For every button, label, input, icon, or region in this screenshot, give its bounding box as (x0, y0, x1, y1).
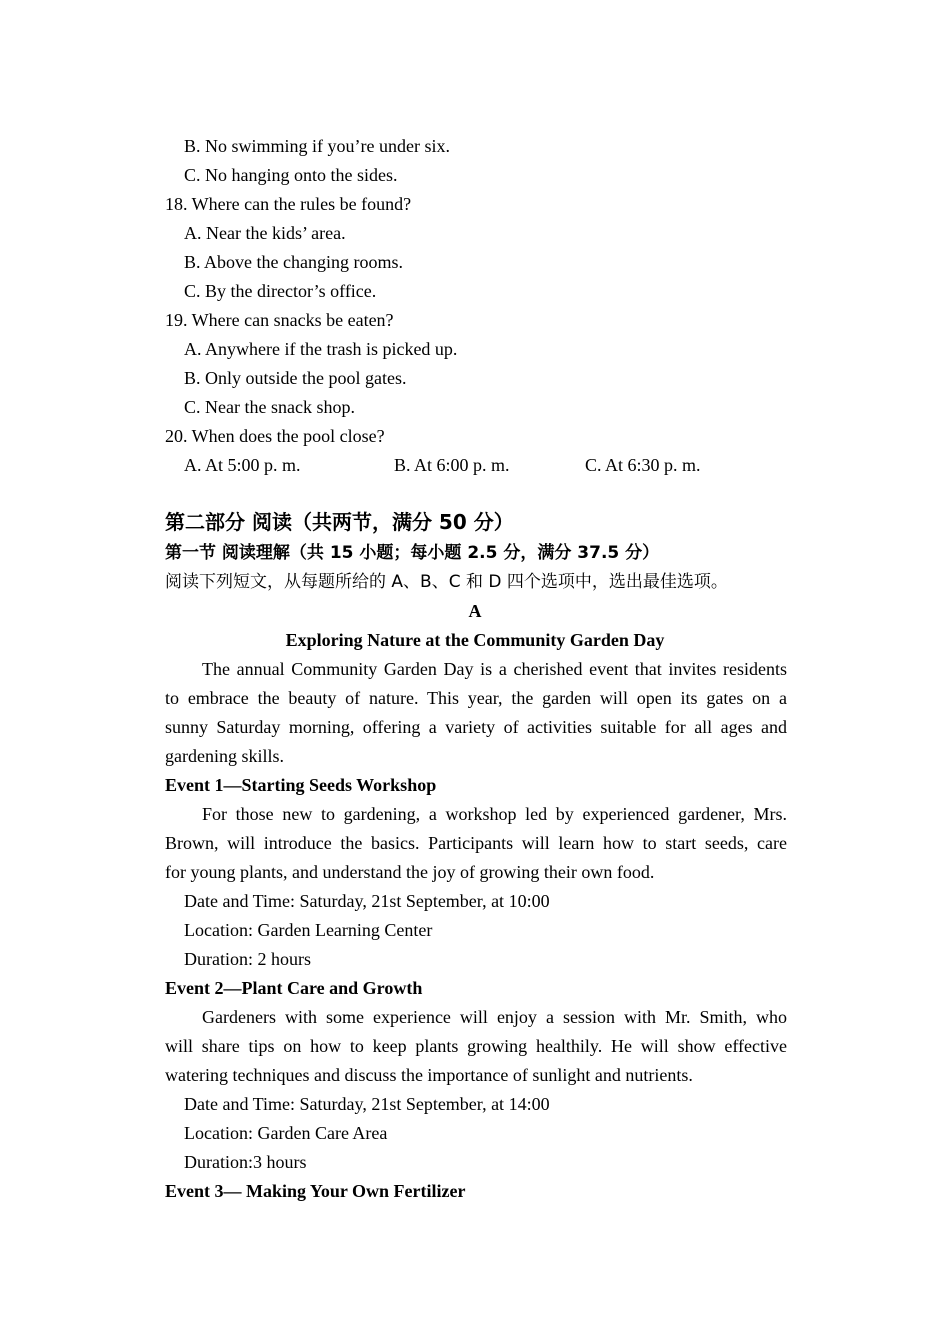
event2-location: Location: Garden Care Area (184, 1123, 388, 1143)
q19-option-c: C. Near the snack shop. (184, 397, 355, 417)
q17-option-b: B. No swimming if you’re under six. (184, 136, 450, 156)
section1-heading: 第一节 阅读理解（共 15 小题；每小题 2.5 分，满分 37.5 分） (165, 543, 660, 563)
q18-option-c: C. By the director’s office. (184, 281, 377, 301)
event2-date: Date and Time: Saturday, 21st September, at 14:00 (184, 1094, 550, 1114)
intro-line-4: gardening skills. (165, 746, 284, 766)
intro-line-2: to embrace the beauty of nature. This year, the garden will open its gates on a (165, 688, 787, 708)
event1-date: Date and Time: Saturday, 21st September, at 10:00 (184, 891, 550, 911)
reading-instructions: 阅读下列短文，从每题所给的 A、B、C 和 D 四个选项中，选出最佳选项。 (165, 572, 728, 592)
passage-title: Exploring Nature at the Community Garden Day (285, 630, 665, 650)
event1-location: Location: Garden Learning Center (184, 920, 433, 940)
event1-body-line-2: Brown, will introduce the basics. Participants will learn how to start seeds, care (165, 833, 787, 853)
q18-option-a: A. Near the kids’ area. (184, 223, 346, 243)
event3-title: Event 3— Making Your Own Fertilizer (165, 1181, 466, 1201)
event2-body-line-1: Gardeners with some experience will enjoy a session with Mr. Smith, who (202, 1007, 787, 1027)
q19-stem: 19. Where can snacks be eaten? (165, 310, 394, 330)
event1-body-line-1: For those new to gardening, a workshop led by experienced gardener, Mrs. (202, 804, 787, 824)
q19-option-a: A. Anywhere if the trash is picked up. (184, 339, 458, 359)
intro-line-1: The annual Community Garden Day is a cherished event that invites residents (202, 659, 787, 679)
q17-option-c: C. No hanging onto the sides. (184, 165, 398, 185)
event1-title: Event 1—Starting Seeds Workshop (165, 775, 437, 795)
intro-line-3: sunny Saturday morning, offering a variety of activities suitable for all ages and (165, 717, 787, 737)
event2-body-line-2: will share tips on how to keep plants growing healthily. He will show effective (165, 1036, 787, 1056)
event2-title: Event 2—Plant Care and Growth (165, 978, 423, 998)
q20-stem: 20. When does the pool close? (165, 426, 385, 446)
event2-body-line-3: watering techniques and discuss the importance of sunlight and nutrients. (165, 1065, 693, 1085)
passage-letter: A (468, 601, 482, 621)
event2-duration: Duration:3 hours (184, 1152, 307, 1172)
event1-duration: Duration: 2 hours (184, 949, 311, 969)
q18-stem: 18. Where can the rules be found? (165, 194, 412, 214)
part2-heading: 第二部分 阅读（共两节，满分 50 分） (165, 510, 514, 534)
event1-body-line-3: for young plants, and understand the joy of growing their own food. (165, 862, 655, 882)
q19-option-b: B. Only outside the pool gates. (184, 368, 407, 388)
q20-option-a: A. At 5:00 p. m. (184, 455, 301, 475)
q18-option-b: B. Above the changing rooms. (184, 252, 403, 272)
q20-option-c: C. At 6:30 p. m. (585, 455, 701, 475)
q20-option-b: B. At 6:00 p. m. (394, 455, 510, 475)
